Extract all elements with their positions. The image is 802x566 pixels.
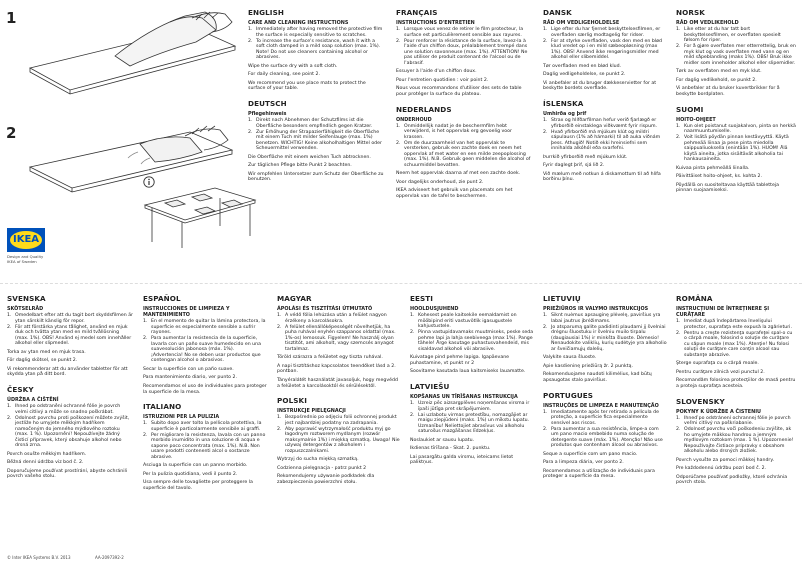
- illustration-peel-film: [20, 8, 240, 108]
- ikea-logo: [7, 228, 45, 252]
- column-bottom-5: [543, 294, 667, 550]
- item-text: Imediat după îndepărtarea învelişului protector, suprafaţa este expusă la zgârieturi.: [684, 319, 792, 330]
- section-nederlands: [396, 105, 532, 200]
- paragraph: Zur täglichen Pflege bitte Punkt 2 beachten.: [248, 163, 352, 169]
- instruction-item: [277, 313, 401, 324]
- item-number: 2.: [410, 412, 415, 418]
- paragraph: Usa sempre delle tovagliette per proteggere la superficie del tavolo.: [143, 480, 253, 492]
- paragraph: Voor dagelijks onderhoud, zie punt 2.: [396, 179, 484, 185]
- paragraph: Essuyer à l'aide d'un chiffon doux.: [396, 69, 477, 75]
- paragraph: Seque a superfície com um pano macio.: [543, 451, 638, 457]
- footer-copyright: © Inter IKEA Systems B.V. 2013: [7, 555, 71, 560]
- language-heading: LATVIEŠU: [410, 381, 450, 391]
- section-deutsch: [248, 99, 384, 183]
- item-number: 1.: [543, 313, 548, 318]
- instruction-item: [410, 401, 534, 412]
- paragraph: Valykite sausa šluoste.: [543, 355, 597, 361]
- item-text: Hvað yfirborðið má mjúkum klút og mildri sápulausn (1% að hámarki) til að auka viðnám þess. Athugið! Notið ekki hreinsiefni sem innihalda alkóhól eða svarfefni.: [551, 129, 661, 152]
- item-number: 1.: [277, 313, 282, 318]
- item-text: Uzreiz pēc aizsargplēves noņemšanas virsma ir īpaši jūtīga pret skrāpējumiem.: [418, 400, 530, 412]
- paragraph: Neem het oppervlak daarna af met een zachte doek.: [396, 171, 521, 177]
- paragraph: Tørk av overflaten med en myk klut.: [676, 69, 762, 75]
- item-text: För att förstärka ytans tålighet, använd en mjuk duk och tvätta ytan med en mild tvållösning (max. 1%). OBS! Använd ej medel som innehåller alkohol eller slipmedel.: [15, 324, 132, 347]
- item-text: Onmiddellijk nadat je de beschermfilm hebt verwijderd, is het oppervlak erg gevoelig voor krassen.: [404, 123, 512, 140]
- fold-divider: [0, 283, 802, 284]
- section-english: [248, 8, 384, 92]
- instruction-item: [543, 130, 669, 152]
- section-subheading: RÅD OM VEDLIGEHOLDELSE: [543, 20, 620, 26]
- item-text: Imediatamente após ter retirado a película de proteção, a superfície fica especialmente sensível aos riscos.: [551, 409, 659, 426]
- item-number: 1.: [277, 415, 282, 421]
- item-text: Lige efter du har fjernet beskyttelsesfilmen, er overfladen særlig modtagelig for ridser.: [551, 27, 661, 38]
- section-cesky: [7, 385, 133, 480]
- paragraph: For daily cleaning, see point 2.: [248, 72, 320, 78]
- paragraph: Fyrir daglegt þrif, sjá lið 2.: [543, 163, 605, 169]
- section-subheading: POKYNY K ÚDRŽBE A ČISTENIU: [676, 408, 761, 415]
- instruction-item: [676, 27, 796, 44]
- language-heading: NEDERLANDS: [396, 104, 452, 114]
- paragraph: Rekomenduojame naudoti kilimėlius, kad būtų apsaugotas stalo paviršius.: [543, 372, 652, 383]
- paragraph: Apie kasdieninę priežiūrą žr. 2 punktą.: [543, 363, 633, 369]
- paragraph: Asciuga la superficie con un panno morbido.: [143, 463, 248, 469]
- section-eesti: [410, 294, 534, 375]
- paragraph: A napi tisztításhoz kapcsolatos teendőket lásd a 2. pontban.: [277, 363, 396, 375]
- paragraph: For daglig vedlikehold, se punkt 2.: [676, 77, 757, 83]
- paragraph: Wipe the surface dry with a soft cloth.: [248, 63, 338, 69]
- section-magyar: [277, 294, 401, 389]
- item-number: 2.: [676, 135, 681, 141]
- item-text: En el momento de quitar la lámina protectora, la superficie es especialmente sensible a sufrir rayones.: [151, 319, 266, 336]
- item-number: 1.: [543, 27, 548, 32]
- language-heading: ČESKY: [7, 384, 34, 394]
- paragraph: Pöydällä on suositeltavaa käyttää tabletteja pinnan suojaamiseksi.: [676, 182, 780, 194]
- item-text: Lorsque vous venez de retirer le film protecteur, la surface est particulièrement sensible aux rayures.: [404, 27, 524, 38]
- paragraph: Ikdienas tīrīšana - Skat. 2. punktu.: [410, 446, 491, 452]
- item-text: Bezpośrednio po odjęciu folii ochronnej produkt jest najbardziej podatny na zadrapania.: [285, 415, 397, 426]
- item-number: 1.: [676, 27, 681, 32]
- item-text: Para aumentar la resistencia de la superficie, lavarla con un paño suave humedecido en una suavesolución jabonosa (máx. 1%). ¡Advertencia! No se deben usar productos que contengan alcohol o abrasivos.: [151, 336, 261, 364]
- instruction-item: [676, 427, 796, 455]
- item-number: 1.: [676, 415, 681, 421]
- instruction-item: [396, 141, 532, 169]
- section-subheading: KOPŠANAS UN TĪRĪŠANAS INSTRUKCIJA: [410, 393, 518, 400]
- section-lietuviu: [543, 294, 667, 384]
- instruction-item: [248, 118, 384, 129]
- instruction-item: [410, 413, 534, 435]
- paragraph: Pour l'entretien quotidien : voir point 2.: [396, 77, 489, 83]
- illustration-table-with-placemats: [140, 170, 260, 250]
- item-number: 2.: [277, 426, 282, 432]
- section-slovensky: [676, 397, 796, 487]
- section-subheading: PRIEŽIŪROS IR VALYMO INSTRUKCIJOS: [543, 306, 649, 312]
- instruction-item: [676, 319, 796, 330]
- paragraph: Pentru curăţare zilnică vezi punctul 2.: [676, 369, 765, 375]
- instruction-item: [396, 124, 532, 141]
- item-text: Kun olet poistanut suojakalvon, pinta on herkkä naarmuuntumiselle.: [684, 123, 796, 135]
- language-heading: SVENSKA: [7, 294, 46, 303]
- item-number: 2.: [543, 324, 548, 330]
- paragraph: Tányéralátét használatát javasoljuk, hogy megvédd a felületet a karcolásoktól és sérülésektől.: [277, 377, 398, 389]
- paragraph: Kuivatage pind pehme lapiga. Igapäevane puhastamine, vt punkt nr 2: [410, 355, 510, 366]
- paragraph: Soovitame kasutada laua kaitsmiseks lauamatte.: [410, 369, 526, 375]
- instruction-item: [410, 313, 534, 330]
- instruction-item: [543, 118, 669, 129]
- item-number: 2.: [410, 330, 415, 336]
- instruction-item: [277, 415, 401, 426]
- column-top-1: [248, 8, 384, 278]
- item-text: Aby poprawić wytrzymałość produktu myj go łagodnym roztworem mydlanym (rozwór maksymalnie 1%) i miękką szmatką. Uwaga! Nie używaj detergentów z alkoholem i rozpuszczalnikami.: [285, 426, 400, 454]
- section-subheading: INSTRUCȚIUNI DE ÎNTREȚINERE ȘI CURĂȚARE: [676, 306, 770, 318]
- language-heading: ITALIANO: [143, 402, 182, 412]
- item-number: 2.: [248, 38, 253, 44]
- instruction-item: [143, 433, 267, 461]
- item-number: 2.: [277, 324, 282, 330]
- section-portugues: [543, 391, 667, 481]
- item-text: Ihneď po odstránení ochrannej fólie je povrch veľmi citlivý na poškriabanie.: [684, 415, 791, 427]
- paragraph: Wytrzyj do sucha miękką szmatką.: [277, 457, 359, 463]
- item-number: 2.: [676, 330, 681, 336]
- instruction-item: [543, 410, 667, 427]
- paragraph: Pre každodennú údržbu pozri bod č. 2.: [676, 466, 767, 472]
- section-subheading: HOITO-OHJEET: [676, 116, 716, 123]
- item-text: Voit lisätä pöydän pinnan kestävyyttä. Käytä pehmeää liinaa ja pese pinta miedolla saippualiuoksella (enintään 1%). HUOM! Älä käytä aineita, jotka sisältävät alkoholia tai hankausaineita.: [684, 135, 789, 163]
- instruction-item: [676, 331, 796, 359]
- instruction-item: [676, 44, 796, 66]
- language-heading: NORSK: [676, 8, 705, 17]
- section-subheading: ÁPOLÁSI ÉS TISZTÍTÁSI ÚTMUTATÓ: [277, 306, 373, 312]
- item-text: A felület ellenállóképességét növelhetjük, ha puha ruhával enyhén szappanos oldattal (max. 1%-os) lemossuk. Figyelem! Ne használj olyan tisztítót, ami alkoholt, vagy szemcsés anyagot tartalmaz.: [285, 324, 396, 352]
- paragraph: Við mælum með notkun á diskamottum til að hlífa borðinu þínu.: [543, 171, 661, 183]
- paragraph: Para a limpeza diária, ver ponto 2.: [543, 460, 624, 466]
- paragraph: Noslaukiet ar sausu lupatu.: [410, 437, 475, 443]
- item-number: 1.: [143, 421, 148, 427]
- item-text: Strax og hlífðarfilman hefur verið fjarlægð er yfirborðið einstaklega viðkvæmt fyrir rispum.: [551, 117, 658, 129]
- language-heading: FRANÇAIS: [396, 8, 438, 17]
- column-top-4: [676, 8, 796, 278]
- paragraph: Þurrkið yfirborðið með mjúkum klút.: [543, 154, 628, 160]
- paragraph: Odporúčame používať podložky, ktoré ochránia povrch stola.: [676, 474, 788, 486]
- language-heading: EESTI: [410, 294, 434, 303]
- language-heading: PORTUGUES: [543, 390, 594, 400]
- item-text: For at styrke overfladen, vask den med en blød klud vredet op i en mild sæbeopløsning (max 1%). OBS! Anvend ikke rengøringsmidler med alkohol eller slibemiddel.: [551, 38, 663, 61]
- item-text: To increase the surface's resistance, wash it with a soft cloth damped in a mild soap solution (max. 1%). Note! Do not use cleaners containing alcohol or abrasives.: [256, 38, 381, 61]
- instruction-item: [277, 427, 401, 455]
- item-text: Ihned po odstranění ochranné fólie je povrch velmi citlivý a může se snadno poškrábat.: [15, 403, 121, 415]
- footer-document-code: AA-2097392-2: [95, 555, 124, 560]
- item-number: 1.: [543, 117, 548, 123]
- column-top-2: [396, 8, 532, 278]
- item-number: 2.: [543, 129, 548, 135]
- paragraph: Per la pulizia quotidiana, vedi il punto 2.: [143, 471, 238, 477]
- item-text: Subito dopo aver tolto la pellicola protettiva, la superficie è particolarmente sensibile ai graffi.: [151, 421, 262, 432]
- instruction-item: [543, 427, 667, 449]
- instruction-item: [248, 27, 384, 38]
- section-subheading: CARE AND CLEANING INSTRUCTIONS: [248, 20, 349, 26]
- item-text: Zur Erhöhung der Strapazierfähigkeit die Oberfläche mit einem Tuch mit milder Seifenlauge (max. 1%) benetzen. WICHTIG! Keine alkoholhaltigen Mittel oder Scheuermittel verwenden.: [256, 129, 382, 152]
- language-heading: ESPAÑOL: [143, 294, 181, 303]
- paragraph: Vi rekommenderar att du använder tabletter för att skydda ytan på ditt bord.: [7, 366, 128, 378]
- language-heading: POLSKI: [277, 396, 307, 406]
- section-subheading: ONDERHOUD: [396, 116, 432, 123]
- item-text: Immediately after having removed the protective film the surface is especially sensitive to scratches.: [256, 27, 383, 38]
- instruction-item: [676, 124, 796, 135]
- item-number: 1.: [410, 400, 415, 406]
- item-number: 1.: [396, 27, 401, 32]
- item-number: 2.: [543, 38, 548, 44]
- section-islenska: [543, 99, 669, 183]
- section-espanol: [143, 294, 267, 395]
- instruction-item: [248, 130, 384, 152]
- item-text: Odolnosť povrchu voči poškodeniu zvýšite, ak ho umyjete mäkkou handrou a jemným mydlovým roztokom (max. 1 %). Upozornenie! Nepoužívajte čistiace prípravky s obsahom alkoholu alebo drsných zložiek.: [684, 427, 794, 455]
- paragraph: Povrch osušte měkkým hadříkem.: [7, 451, 87, 457]
- paragraph: Recomandăm folosirea protecţiilor de masă pentru a proteja suprafaţa acesteia.: [676, 378, 796, 389]
- column-bottom-2: [143, 294, 267, 550]
- paragraph: Tør overfladen med en blød klud.: [543, 63, 622, 69]
- instruction-item: [543, 39, 669, 61]
- section-romana: [676, 294, 796, 390]
- section-subheading: RÅD OM VEDLIKEHOLD: [676, 20, 739, 26]
- paragraph: Töröld szárazra a felületet egy tiszta ruhával.: [277, 355, 383, 361]
- step-number-1: 1: [6, 9, 17, 27]
- instruction-item: [7, 313, 133, 324]
- ikea-logo-text: IKEA: [12, 234, 40, 245]
- paragraph: Daglig vedligeholdelse, se punkt 2.: [543, 72, 626, 78]
- instruction-item: [7, 416, 133, 449]
- item-text: Per migliorare la resistenza, lavala con un panno morbido inumidito in una soluzione di acqua e sapone poco concentrata (max. 1%). N.B. Non usare prodotti contenenti alcol o sostanze abrasive.: [151, 432, 266, 460]
- item-text: Pentru a creşte rezistenţa suprafeţei spal-o cu o cârpă moale, folosind o soluţie de curăţare cu săpun moale (max 1%). Atenţie! Nu folosi soluţii de curăţare care conţin alcool sau substanţe abrazive.: [684, 330, 793, 358]
- item-text: Lai uzlabotu virmas pretestību, nomazgājiet ar maigu ziepjūdeni (maks. 1%) un mīkstu lupatu. Uzmanību! Neliettojiet abrasīvus vai alkoholu saturošus mazgāšanas līdzekļus.: [418, 412, 530, 435]
- section-subheading: ISTRUZIONI PER LA PULIZIA: [143, 414, 220, 421]
- column-top-3: [543, 8, 669, 278]
- item-number: 1.: [248, 117, 253, 123]
- paragraph: Wir empfehlen Untersetzer zum Schutz der Oberfläche zu benutzen.: [248, 171, 384, 183]
- instruction-item: [543, 27, 669, 38]
- paragraph: Kuivaa pinta pehmeällä liinalla.: [676, 165, 750, 171]
- section-norsk: [676, 8, 796, 98]
- item-text: Om de duurzaamheid van het oppervlak te versterken, gebruik een zachte doek en neem het oppervlak af met water en een milde zeepoplossing (max. 1%). N.B. Gebruik geen middelen die alcohol of schuurmiddel bevatten.: [404, 140, 531, 168]
- paragraph: Die Oberfläche mit einem weichen Tuch abtrocknen.: [248, 154, 371, 160]
- paragraph: För daglig skötsel, se punkt 2.: [7, 358, 78, 364]
- item-number: 2.: [676, 427, 681, 433]
- paragraph: Běžná denní údržba viz bod č. 2.: [7, 460, 84, 466]
- paragraph: IKEA adviseert het gebruik van placemats om het oppervlak van de tafel te beschermen.: [396, 188, 513, 200]
- paragraph: Recomendamos a utilização de individuais para proteger a superfície da mesa.: [543, 468, 655, 480]
- instruction-item: [396, 39, 532, 67]
- language-heading: DANSK: [543, 8, 572, 17]
- language-heading: ROMÂNA: [676, 294, 713, 303]
- item-number: 1.: [396, 123, 401, 129]
- column-bottom-4: [410, 294, 534, 550]
- item-number: 1.: [248, 27, 253, 32]
- language-heading: ENGLISH: [248, 8, 284, 17]
- section-subheading: Pflegehinweis: [248, 110, 287, 117]
- paragraph: Torka av ytan med en mjuk trasa.: [7, 349, 86, 355]
- instruction-item: [543, 325, 667, 353]
- item-number: 1.: [7, 403, 12, 409]
- item-text: A védő fólia lehúzása után a felület nagyon érzékeny a karcolásokra.: [285, 313, 387, 324]
- item-text: Like etter at du har tatt bort beskyttelsesfilmen, er overflaten spesielt følsom for riper.: [684, 27, 781, 44]
- item-number: 1.: [410, 313, 415, 318]
- item-text: Pour renforcer la résistance de la surface, lavez-la à l'aide d'un chiffon doux, préalablement trempé dans une solution savonneuse (max. 1%). ATTENTION! Ne pas utiliser de produit contenant de l'alcool ou de l'abrasif.: [404, 38, 528, 66]
- paragraph: Secar la superficie con un paño suave.: [143, 366, 234, 372]
- section-francais: [396, 8, 532, 98]
- instruction-item: [543, 313, 667, 324]
- item-text: Direkt nach Abnehmen der Schutzfilms ist die Oberfläche besonders empfindlich gegen Kratzer.: [256, 117, 373, 129]
- item-number: 2.: [543, 426, 548, 432]
- logo-caption: Design and Quality IKEA of Sweden: [7, 254, 44, 264]
- item-number: 2.: [396, 38, 401, 44]
- item-text: Omedelbart efter att du tagit bort skyddsfilmen är ytan särskilt känslig för repor.: [15, 313, 133, 324]
- section-polski: [277, 396, 401, 486]
- instruction-item: [7, 325, 133, 347]
- item-number: 2.: [143, 432, 148, 438]
- section-subheading: INSTRUÇÕES DE LIMPEZA E MANUTENÇÃO: [543, 402, 659, 409]
- paragraph: Codzienna pielęgnacja - patrz punkt 2: [277, 465, 367, 471]
- section-subheading: INSTRUCTIONS D'ENTRETIEN: [396, 20, 475, 26]
- language-heading: LIETUVIŲ: [543, 294, 581, 303]
- section-subheading: Umhirða og þrif: [543, 110, 587, 117]
- paragraph: Rekomendujemy używanie podkładek dla zabezpieczenia powierzchni stołu.: [277, 474, 375, 486]
- item-number: 1.: [143, 319, 148, 324]
- paragraph: Vi anbefaler at du bruger dækkeservietter for at beskytte bordets overflade.: [543, 80, 657, 92]
- instruction-item: [676, 135, 796, 163]
- language-heading: SLOVENSKY: [676, 396, 725, 406]
- instruction-item: [143, 336, 267, 364]
- item-text: Siknt nuėmus apsauginę plėvelę, paviršius yra labai jautrus įbrėžimams.: [551, 313, 661, 324]
- item-text: For å gjøre overflaten mer etterrettelig, bruk en myk klut og vask overflaten med vann og en mild såpeblanding (maks 1%). OBS! Bruk ikke midler som inneholder alkohol eller slipemidler.: [684, 44, 796, 66]
- column-bottom-1: [7, 294, 133, 550]
- language-heading: DEUTSCH: [248, 98, 287, 108]
- item-number: 1.: [7, 313, 12, 318]
- instruction-item: [277, 325, 401, 353]
- section-italiano: [143, 402, 267, 492]
- item-number: 2.: [143, 336, 148, 342]
- instruction-item: [143, 319, 267, 336]
- info-icon: [143, 176, 155, 188]
- section-subheading: ÚDRŽBA A ČIŠTĚNÍ: [7, 396, 59, 403]
- item-number: 1.: [676, 123, 681, 129]
- paragraph: We recommend you use place mats to protect the surface of your table.: [248, 80, 366, 92]
- instruction-item: [143, 421, 267, 432]
- section-dansk: [543, 8, 669, 92]
- item-number: 2.: [7, 415, 12, 421]
- paragraph: Şterge suprafaţa cu o cârpă moale.: [676, 361, 759, 367]
- instruction-item: [410, 330, 534, 352]
- item-number: 2.: [7, 324, 12, 330]
- step-number-2: 2: [6, 124, 17, 142]
- instruction-item: [248, 39, 384, 61]
- paragraph: Povrch vysušte za pomoci mäkkej handry.: [676, 457, 774, 463]
- instruction-item: [7, 404, 133, 415]
- section-svenska: [7, 294, 133, 378]
- section-suomi: [676, 105, 796, 195]
- item-text: Kohesest peale kaitsekile eemaldamist on mööbipind eriti vastuvõtlik igasugustele kahjustustele.: [418, 313, 517, 330]
- item-number: 1.: [543, 409, 548, 415]
- item-number: 2.: [676, 44, 681, 50]
- paragraph: Recomendamos el uso de individuales para proteger la superficie de la mesa.: [143, 383, 267, 395]
- section-subheading: SKÖTSELRÅD: [7, 306, 44, 312]
- paragraph: Para mantenimiento diario, ver punto 2.: [143, 375, 237, 381]
- section-subheading: INSTRUCCIONES DE LIMPIEZA Y MANTENIMIENTO: [143, 306, 230, 318]
- paragraph: Vi anbefaler at du bruker kuvertbrikker for å beskytte bordplaten.: [676, 86, 780, 97]
- section-subheading: HOOLDUSJUHEND: [410, 306, 459, 312]
- paragraph: Päivittäiset hoito-ohjeet, ks. kohta 2.: [676, 174, 763, 180]
- instruction-item: [676, 416, 796, 427]
- language-heading: SUOMI: [676, 104, 704, 114]
- language-heading: ÍSLENSKA: [543, 98, 584, 108]
- paragraph: Doporučujeme používat prostírání, abyste ochránili povrch vašeho stolu.: [7, 468, 128, 480]
- section-subheading: INSTRUKCJE PIELĘGNACJI: [277, 408, 346, 415]
- column-bottom-6: [676, 294, 796, 550]
- item-text: Para aumentar a sua resistência, limpe-a com um pano macio embebido numa solução de detergente suave (máx. 1%). Atenção! Não use produtos que contenham álcool ou abrasivos.: [551, 426, 663, 449]
- column-bottom-3: [277, 294, 401, 550]
- paragraph: Nous vous recommandons d'utiliser des sets de table pour protéger la surface du plateau.: [396, 86, 522, 97]
- language-heading: MAGYAR: [277, 294, 312, 303]
- item-number: 1.: [676, 319, 681, 324]
- item-text: Pinna vastupidavamaks muutmiseks, peske seda pehme lapi ja lahja seebiveega (max 1%). Pange tähele! Ärge kasutage puhastusvahendeid, mis sisaldavad alkoholi või abrasiive.: [418, 330, 534, 352]
- item-text: Jo atsparumą galite padidinti plaudami jį švelniai drėgnu šluostuku ir švelniu muilo tirpalu (daugiausiai 1%) ir minkšta šluoste. Dėmesio! Nenaudokite valiklių, kurių sudėtyje yra alkoholio ar šveičiamųjų dalelių.: [551, 324, 667, 352]
- item-number: 2.: [396, 140, 401, 146]
- paragraph: Lai pasargātu galda virsmu, ieteicams lietot paliktņus.: [410, 454, 514, 466]
- item-text: Odolnost povrchu proti poškození můžete zvýšit, jestliže ho umyjete měkkým hadříkem namočeným do jemného mýdlového roztoku (max. 1 %). Upozornění! Nepoužívejte žádný čisticí přípravek, který obsahuje alkohol nebo drsná zrna.: [15, 415, 130, 449]
- instruction-item: [396, 27, 532, 38]
- item-number: 2.: [248, 129, 253, 135]
- section-latviesu: [410, 382, 534, 466]
